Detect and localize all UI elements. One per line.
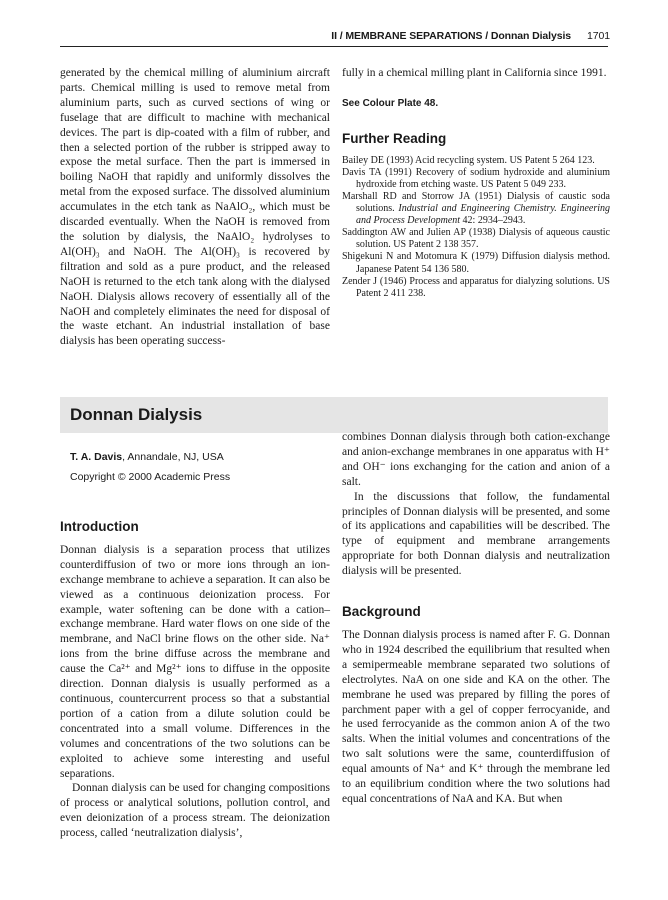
article-title: Donnan Dialysis	[70, 405, 203, 424]
right-body-column	[342, 430, 610, 807]
reference-authors: Marshall RD and Storrow JA (1951) Dialysis of caustic soda solutions.	[342, 191, 610, 215]
reference-item: Saddington AW and Julien AP (1938) Dialysis of aqueous caustic solution. US Patent 2 138 357.	[342, 227, 610, 251]
continued-paragraph: generated by the chemical milling of aluminium aircraft parts. Chemical milling is used to remove metal from aluminium parts, such as curved sections of wing or fuselage that are difficult to machine with mechanical devices. The part is dip-coated with a film of rubber, and then a selected portion of the rubber is stripped away to expose the metal surface. Then the part is immersed in boiling NaOH that rapidly and uniformly dissolves the metal from the exposed surface. The dissolved aluminium accumulates in the etch tank as NaAlO₂, which must be discarded eventually. When the NaOH is removed from the solution by dialysis, the NaAlO₂ hydrolyses to Al(OH)₃ and NaOH. The Al(OH)₃ is recovered by filtration and sold as a pure product, and the released NaOH is returned to the etch tank along with the dialysed NaOH. Dialysis allows recovery of essentially all of the NaOH and completely eliminates the need for disposal of the waste etchant. An industrial installation of base dialysis has been operating success-	[60, 67, 330, 348]
introduction-paragraph: Donnan dialysis can be used for changing compositions of process or analytical solutions, pollution control, and even deionization of a process stream. The deionization process, called ‘neutralization dialysis’,	[60, 782, 330, 840]
further-reading-heading: Further Reading	[342, 130, 447, 146]
article-title-band	[60, 397, 608, 433]
body-paragraph: The Donnan dialysis process is named after F. G. Donnan who in 1924 described the equilibrium that resulted when a semipermeable membrane separated two solutions of electrolytes. NaA on one side and KA on the other. The membrane he used was prepared by filling the pores of parchment paper with a gel of copper ferrocyanide, and he used ferrocyanide as the common anion A of the two salts. When the initial volumes and concentrations of the two salt solutions were the same, counterdiffusion of equal amounts of Na⁺ and K⁺ through the membrane led to an equilibrium condition where the two solutions had equal concentrations of NaA and KA. But when	[342, 628, 610, 805]
reference-list	[342, 155, 610, 300]
reference-volume: 42: 2934–2943.	[460, 215, 526, 227]
author-affiliation: , Annandale, NJ, USA	[122, 451, 224, 463]
background-heading: Background	[342, 604, 421, 620]
reference-item	[342, 191, 610, 227]
reference-item: Davis TA (1991) Recovery of sodium hydroxide and aluminium hydroxide from etching waste. US Patent 5 049 233.	[342, 166, 610, 190]
running-header	[0, 30, 610, 42]
author-name: T. A. Davis	[70, 451, 123, 463]
page-number: 1701	[587, 30, 610, 42]
top-right-column	[342, 66, 610, 300]
header-rule	[60, 46, 608, 47]
colour-plate-note: See Colour Plate 48.	[342, 97, 439, 109]
introduction-heading: Introduction	[60, 519, 139, 534]
body-paragraph: In the discussions that follow, the fundamental principles of Donnan dialysis will be presented, and some of its applications and capabilities will be described. The type of equipment and membrane arrangements appropriate for both Donnan dialysis and neutralization dialysis will be presented.	[342, 490, 610, 578]
reference-journal: Industrial and Engineering Chemistry. Engineering and Process Development	[356, 203, 610, 227]
copyright-line: Copyright © 2000 Academic Press	[70, 471, 231, 483]
introduction-paragraph: Donnan dialysis is a separation process that utilizes counterdiffusion of two or more ions through an ion-exchange membrane to achieve a separation. It can also be viewed as a continuous deionization process. For example, water softening can be done with a cation–exchange membrane. Hard water flows on one side of the membrane, and NaCl brine flows on the other side. Na⁺ ions from the brine diffuse across the membrane and cause the Ca²⁺ and Mg²⁺ ions to diffuse in the opposite direction. Donnan dialysis is usually performed as a continuous, countercurrent process so that a substantial portion of a cation from a dilute solution could be concentrated into a small volume. Differences in the volumes and concentrations of the two solutions can be exploited to achieve some interesting and useful separations.	[60, 543, 330, 780]
introduction-column	[60, 520, 330, 841]
reference-item: Shigekuni N and Motomura K (1979) Diffusion dialysis method. Japanese Patent 54 136 580.	[342, 251, 610, 275]
reference-item: Zender J (1946) Process and apparatus for dialyzing solutions. US Patent 2 411 238.	[342, 275, 610, 299]
running-title: II / MEMBRANE SEPARATIONS / Donnan Dialysis	[331, 30, 572, 42]
top-left-column	[60, 66, 330, 349]
author-block	[70, 447, 330, 487]
author-line	[70, 447, 330, 467]
body-paragraph: combines Donnan dialysis through both cation-exchange and anion-exchange membranes in one apparatus with H⁺ and OH⁻ ions exchanging for the cation and anion of a salt.	[342, 431, 610, 488]
reference-item: Bailey DE (1993) Acid recycling system. US Patent 5 264 123.	[342, 154, 595, 166]
continued-paragraph-end: fully in a chemical milling plant in California since 1991.	[342, 67, 607, 79]
